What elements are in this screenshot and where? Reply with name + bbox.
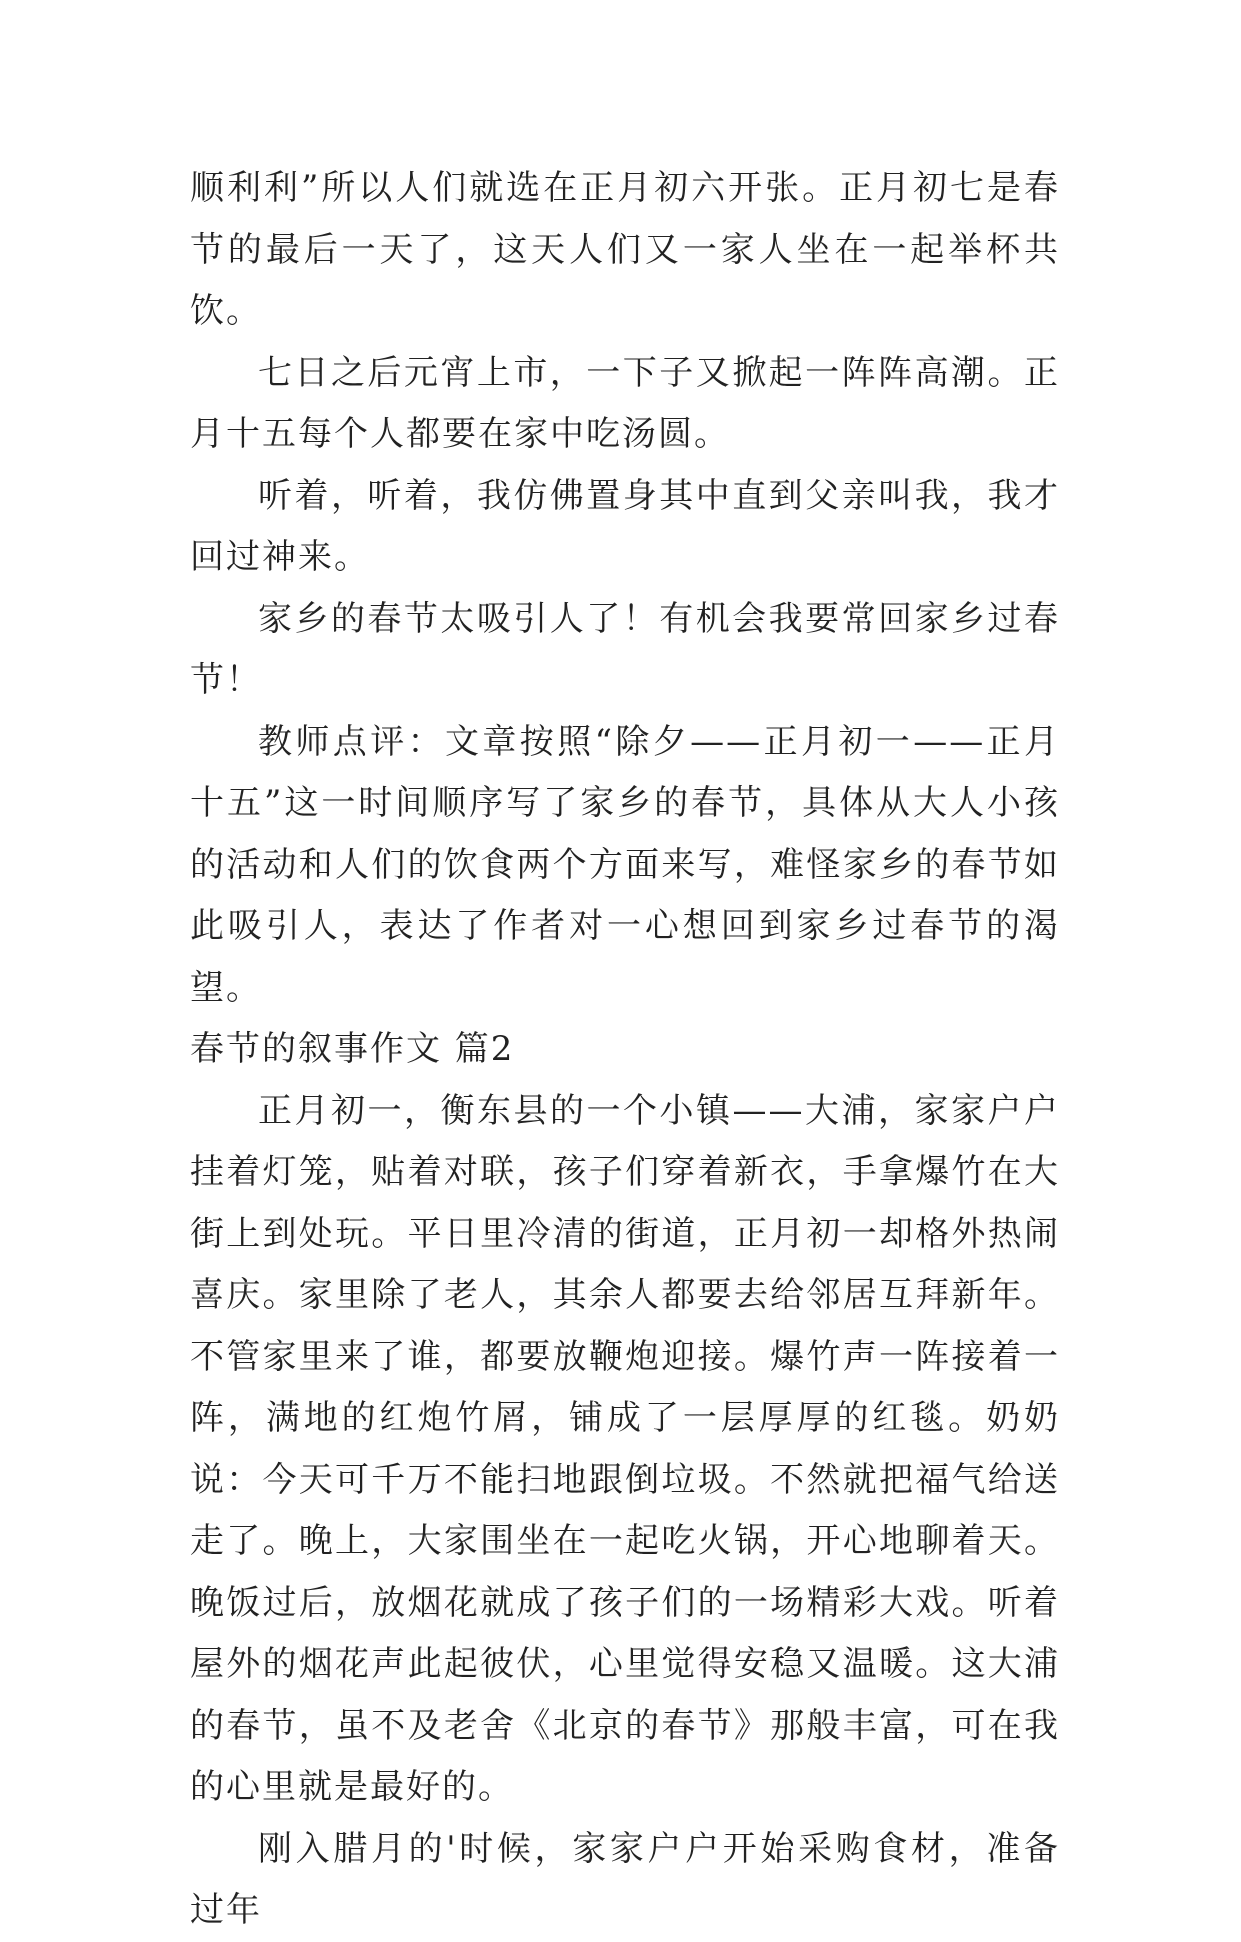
paragraph-hometown: 家乡的春节太吸引人了！有机会我要常回家乡过春节！ — [190, 598, 1060, 700]
document-body — [190, 158, 1060, 1942]
paragraph-new-year-day: 正月初一，衡东县的一个小镇——大浦，家家户户挂着灯笼，贴着对联，孩子们穿着新衣，手拿爆竹在大街上到处玩。平日里冷清的街道，正月初一却格外热闹喜庆。家里除了老人，其余人都要去给邻居互拜新年。不管家里来了谁，都要放鞭炮迎接。爆竹声一阵接着一阵，满地的红炮竹屑，铺成了一层厚厚的红毯。奶奶说：今天可千万不能扫地跟倒垃圾。不然就把福气给送走了。晚上，大家围坐在一起吃火锅，开心地聊着天。晚饭过后，放烟花就成了孩子们的一场精彩大戏。听着屋外的烟花声此起彼伏，心里觉得安稳又温暖。这大浦的春节，虽不及老舍《北京的春节》那般丰富，可在我的心里就是最好的。 — [190, 1090, 1060, 1807]
paragraph-lunar-december: 刚入腊月的'时候，家家户户开始采购食材，准备过年 — [190, 1828, 1060, 1930]
paragraph-lantern-festival: 七日之后元宵上市，一下子又掀起一阵阵高潮。正月十五每个人都要在家中吃汤圆。 — [190, 352, 1060, 454]
section-heading: 春节的叙事作文 篇2 — [190, 1029, 515, 1069]
paragraph-teacher-comment: 教师点评：文章按照“除夕——正月初一——正月十五”这一时间顺序写了家乡的春节，具体从大人小孩的活动和人们的饮食两个方面来写，难怪家乡的春节如此吸引人，表达了作者对一心想回到家乡过春节的渴望。 — [190, 721, 1060, 1008]
paragraph-continuation: 顺利利”所以人们就选在正月初六开张。正月初七是春节的最后一天了，这天人们又一家人坐在一起举杯共饮。 — [190, 168, 1060, 331]
paragraph-listening: 听着，听着，我仿佛置身其中直到父亲叫我，我才回过神来。 — [190, 475, 1060, 577]
